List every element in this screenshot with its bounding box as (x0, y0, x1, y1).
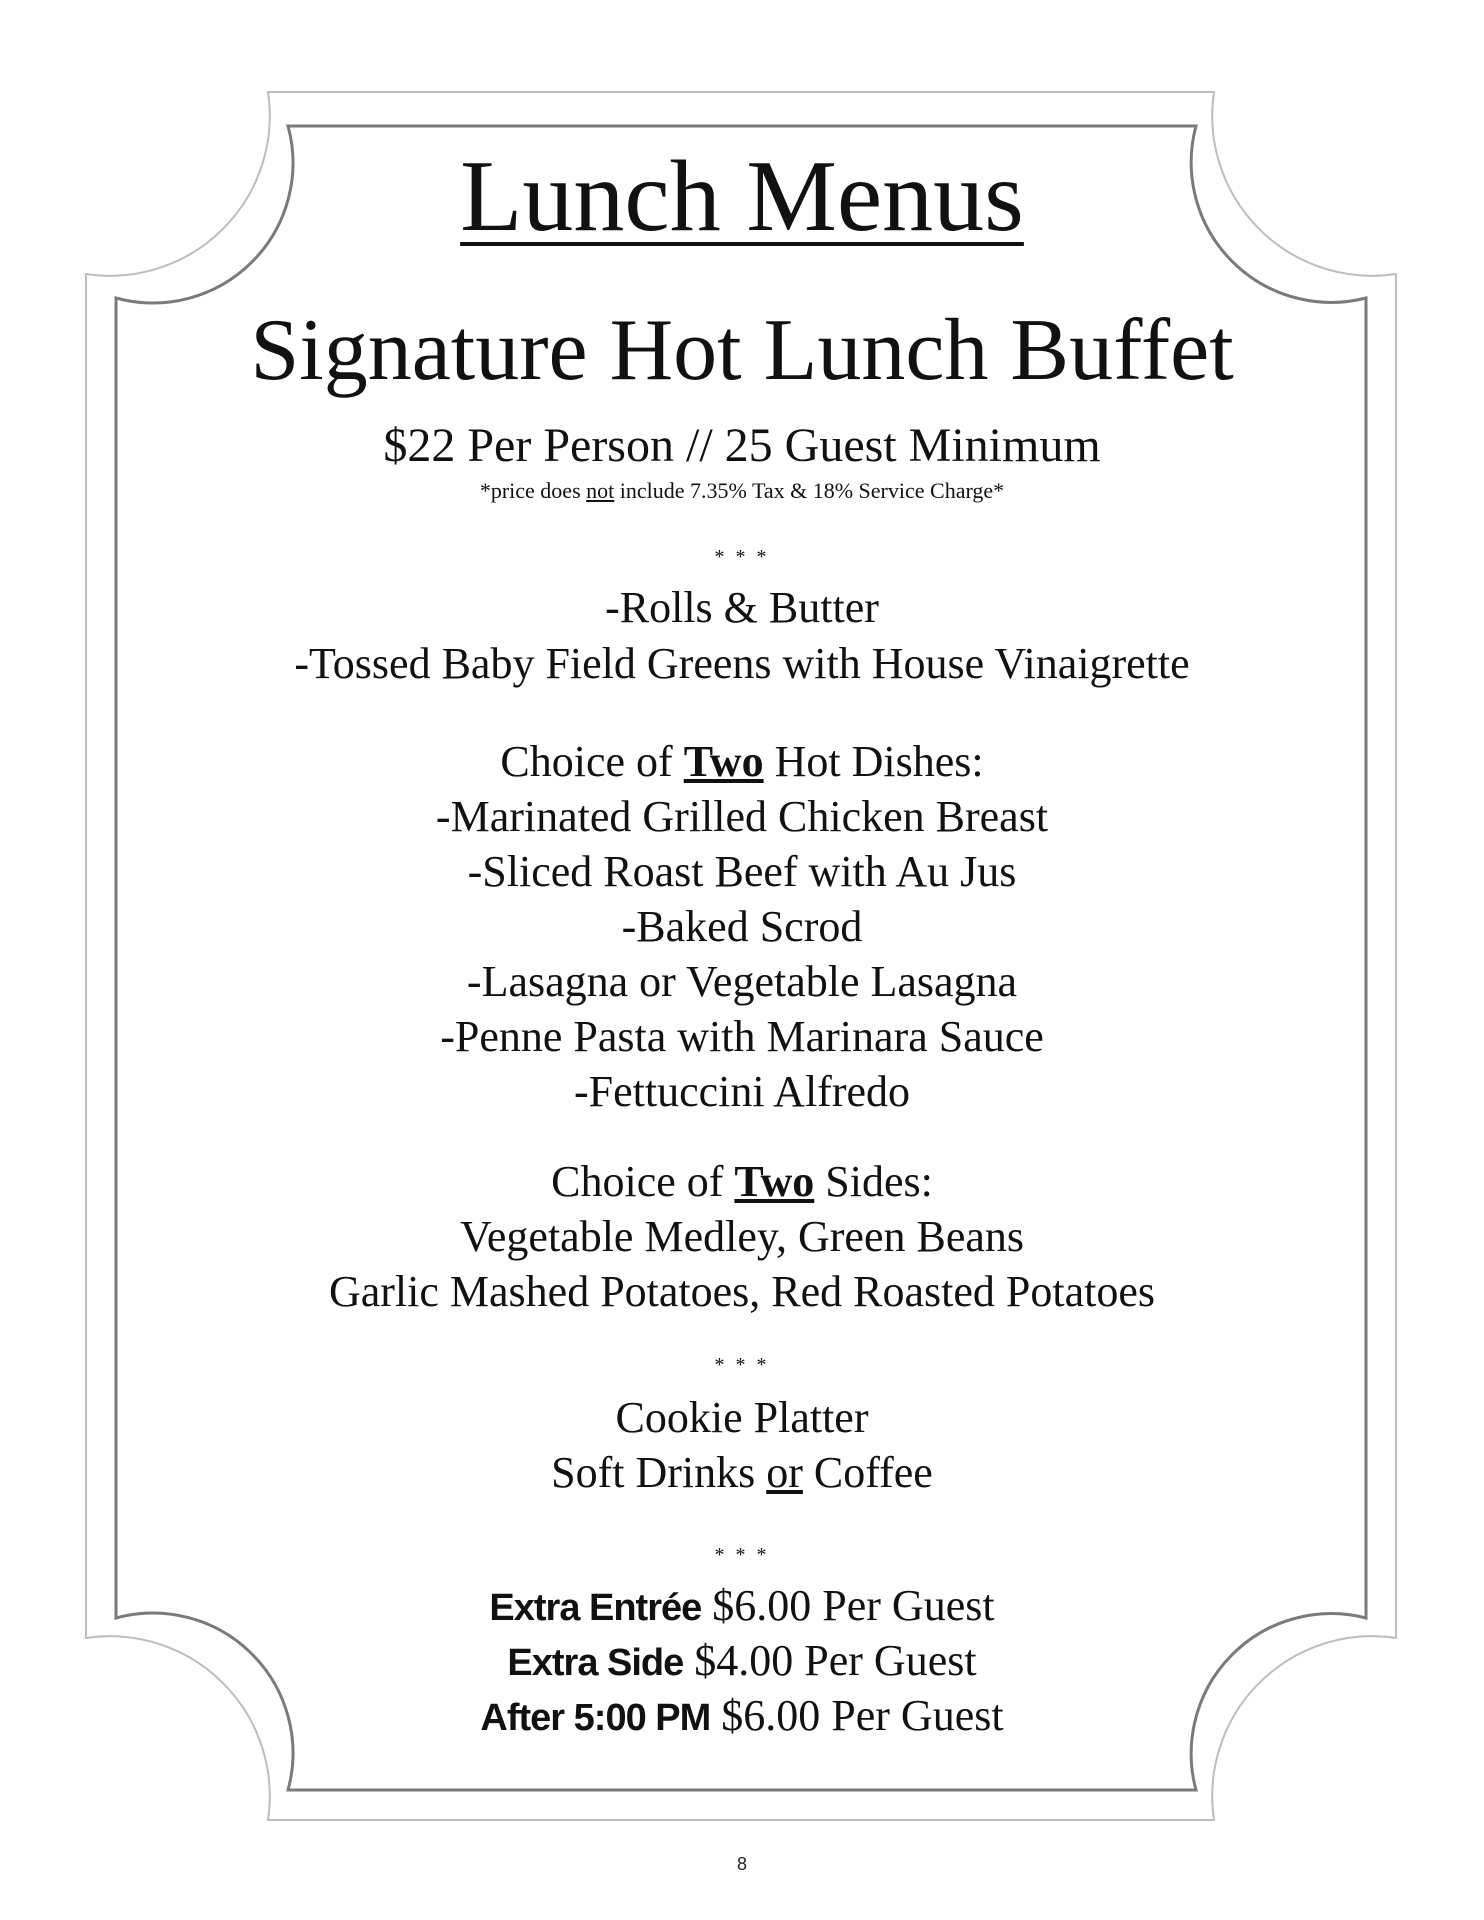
extra-charge-line (0, 1690, 1484, 1741)
heading-after: Hot Dishes: (763, 737, 984, 786)
drinks-emphasis: or (766, 1448, 803, 1497)
page-number: 8 (736, 1854, 747, 1874)
hot-dishes-heading (0, 736, 1484, 787)
extra-charge-label: Extra Entrée (489, 1587, 702, 1629)
starter-item: -Rolls & Butter (605, 583, 879, 632)
extra-charge-line (0, 1635, 1484, 1686)
price-line: $22 Per Person // 25 Guest Minimum (383, 419, 1101, 472)
drinks-after: Coffee (802, 1448, 933, 1497)
buffet-name: Signature Hot Lunch Buffet (250, 302, 1234, 399)
drinks-before: Soft Drinks (551, 1448, 767, 1497)
side-item: Vegetable Medley, Green Beans (459, 1212, 1025, 1261)
hot-dish-item: -Baked Scrod (621, 902, 863, 951)
heading-emphasis: Two (734, 1157, 815, 1206)
hot-dish-item: -Fettuccini Alfredo (573, 1067, 910, 1116)
hot-dish-item: -Penne Pasta with Marinara Sauce (440, 1012, 1044, 1061)
fineprint-emphasis: not (586, 478, 615, 503)
heading-before: Choice of (500, 737, 684, 786)
hot-dish-item: -Marinated Grilled Chicken Breast (435, 792, 1049, 841)
tax-fineprint (0, 478, 1484, 504)
fineprint-before: *price does (479, 478, 587, 503)
drinks-item (0, 1447, 1484, 1498)
heading-emphasis: Two (683, 737, 764, 786)
heading-after: Sides: (814, 1157, 933, 1206)
extra-charge-price: $6.00 Per Guest (710, 1691, 1004, 1740)
separator: * * * (714, 546, 770, 568)
separator: * * * (714, 1544, 770, 1566)
hot-dish-item: -Sliced Roast Beef with Au Jus (467, 847, 1017, 896)
side-item: Garlic Mashed Potatoes, Red Roasted Potatoes (328, 1267, 1156, 1316)
extra-charge-label: Extra Side (507, 1642, 684, 1684)
extra-charge-price: $6.00 Per Guest (701, 1581, 995, 1630)
starter-item: -Tossed Baby Field Greens with House Vinaigrette (294, 639, 1190, 688)
dessert-item: Cookie Platter (615, 1393, 869, 1442)
heading-before: Choice of (551, 1157, 735, 1206)
extra-charge-line (0, 1580, 1484, 1631)
sides-heading (0, 1156, 1484, 1207)
separator: * * * (714, 1354, 770, 1376)
hot-dish-item: -Lasagna or Vegetable Lasagna (466, 957, 1018, 1006)
extra-charge-label: After 5:00 PM (480, 1697, 711, 1739)
extra-charge-price: $4.00 Per Guest (683, 1636, 977, 1685)
page-title: Lunch Menus (460, 140, 1024, 253)
fineprint-after: include 7.35% Tax & 18% Service Charge* (614, 478, 1005, 503)
